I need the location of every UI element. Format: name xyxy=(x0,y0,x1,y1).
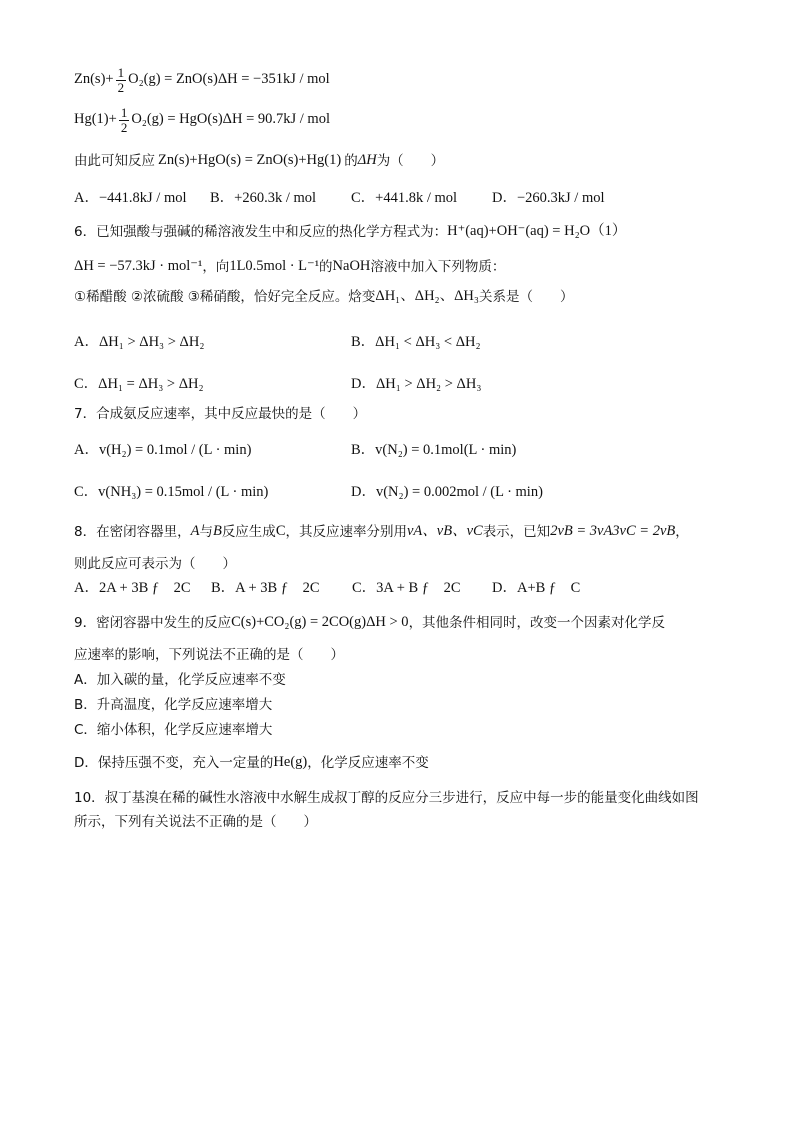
equation-hg xyxy=(74,106,330,134)
q8-option-a: A．2A + 3B ƒ 2C xyxy=(74,580,191,597)
q6-line3 xyxy=(74,288,573,305)
q6-text2a: ，向 xyxy=(202,258,230,275)
q9-optd-a: D．保持压强不变，充入一定量的 xyxy=(74,754,274,771)
eq1-frac-den: 2 xyxy=(117,79,125,95)
q8-t5: 表示，已知 xyxy=(482,523,551,540)
q8-rates: vA、vB、vC xyxy=(406,523,483,539)
eq2-fraction xyxy=(119,106,130,134)
q9-option-c: C．缩小体积，化学反应速率增大 xyxy=(74,722,273,738)
q8-line2: 则此反应可表示为（ ） xyxy=(74,556,236,572)
q9-option-b: B．升高温度，化学反应速率增大 xyxy=(74,697,273,713)
q8-t3: 反应生成 xyxy=(221,523,276,540)
q6-text3: ①稀醋酸 ②浓硫酸 ③稀硝酸，恰好完全反应。焓变 xyxy=(74,288,376,305)
eq2-frac-num: 1 xyxy=(120,105,128,120)
q9-option-a: A．加入碳的量，化学反应速率不变 xyxy=(74,672,286,688)
q9-reaction: C(s)+CO₂(g) = 2CO(g)ΔH > 0 xyxy=(231,614,409,630)
q5-option-a: A．−441.8kJ / mol xyxy=(74,190,187,207)
q6-line2 xyxy=(74,258,505,275)
q8-c: C xyxy=(275,523,286,539)
q9-optd-b: ，化学反应速率不变 xyxy=(307,754,429,771)
q5-dh: ΔH xyxy=(357,152,377,168)
q8-t6: ， xyxy=(675,523,689,540)
q6-option-c: C．ΔH₁ = ΔH₃ > ΔH₂ xyxy=(74,376,204,392)
q6-naoh: NaOH xyxy=(332,258,371,274)
q8-b: B xyxy=(212,523,222,539)
q8-options xyxy=(0,580,794,598)
q6-text2c: 溶液中加入下列物质： xyxy=(370,258,506,275)
q6-suffix: 关系是（ ） xyxy=(478,288,574,305)
q8-option-c: C．3A + B ƒ 2C xyxy=(352,580,461,597)
q8-option-d: D．A+B ƒ C xyxy=(492,580,581,597)
q10-line2: 所示，下列有关说法不正确的是（ ） xyxy=(74,814,317,830)
q5-suffix: 为（ ） xyxy=(376,152,445,169)
q6-option-b: B．ΔH₁ < ΔH₃ < ΔH₂ xyxy=(351,334,481,350)
q7-option-c: C．v(NH₃) = 0.15mol / (L · min) xyxy=(74,484,269,500)
eq1-fraction xyxy=(116,66,127,94)
eq2-lhs: Hg(1)+ xyxy=(74,111,117,128)
q5-mid: 的 xyxy=(344,152,358,169)
eq2-frac-den: 2 xyxy=(120,119,128,135)
q7-option-b: B．v(N₂) = 0.1mol(L · min) xyxy=(351,442,517,458)
q6-enthalpies: ΔH₁、ΔH₂、ΔH₃ xyxy=(375,288,479,304)
q8-t1: 8．在密闭容器里， xyxy=(74,523,191,540)
q8-t2: 与 xyxy=(199,523,213,540)
q9-line2: 应速率的影响，下列说法不正确的是（ ） xyxy=(74,647,344,663)
q5-option-d: D．−260.3kJ / mol xyxy=(492,190,605,207)
eq1-lhs: Zn(s)+ xyxy=(74,71,114,88)
q9-line1 xyxy=(74,614,665,631)
q6-text2b: 的 xyxy=(319,258,333,275)
q8-option-b: B．A + 3B ƒ 2C xyxy=(211,580,320,597)
q9-t2: ，其他条件相同时，改变一个因素对化学反 xyxy=(408,614,666,631)
q7-option-a: A．v(H₂) = 0.1mol / (L · min) xyxy=(74,442,252,458)
equation-zn xyxy=(74,66,330,94)
q6-option-d: D．ΔH₁ > ΔH₂ > ΔH₃ xyxy=(351,376,482,392)
q5-prefix: 由此可知反应 xyxy=(74,152,155,169)
q6-text1: 6．已知强酸与强碱的稀溶液发生中和反应的热化学方程式为： xyxy=(74,223,448,240)
q9-option-d xyxy=(74,754,429,771)
eq1-rhs: O₂(g) = ZnO(s)ΔH = −351kJ / mol xyxy=(128,71,330,88)
q9-t1: 9．密闭容器中发生的反应 xyxy=(74,614,232,631)
q5-reaction: Zn(s)+HgO(s) = ZnO(s)+Hg(1) xyxy=(158,152,342,168)
q7-stem: 7．合成氨反应速率，其中反应最快的是（ ） xyxy=(74,406,367,422)
q8-a: A xyxy=(190,523,200,539)
q5-option-b: B．+260.3k / mol xyxy=(210,190,317,207)
q6-dh-value: ΔH = −57.3kJ · mol⁻¹ xyxy=(74,258,203,274)
q8-relation: 2vB = 3vA3vC = 2vB xyxy=(550,523,676,539)
q9-optd-he: He(g) xyxy=(273,754,308,770)
q6-line1 xyxy=(74,223,626,240)
eq1-frac-num: 1 xyxy=(117,65,125,80)
q5-options xyxy=(0,190,794,208)
q8-t4: ，其反应速率分别用 xyxy=(285,523,407,540)
eq2-rhs: O₂(g) = HgO(s)ΔH = 90.7kJ / mol xyxy=(131,111,330,128)
q6-equation: H⁺(aq)+OH⁻(aq) = H₂O（1） xyxy=(447,223,627,239)
q10-line1: 10．叔丁基溴在稀的碱性水溶液中水解生成叔丁醇的反应分三步进行，反应中每一步的能量变化曲线如图 xyxy=(74,790,699,806)
q6-concentration: 1L0.5mol · L⁻¹ xyxy=(229,258,320,274)
q6-option-a: A．ΔH₁ > ΔH₃ > ΔH₂ xyxy=(74,334,205,350)
q7-option-d: D．v(N₂) = 0.002mol / (L · min) xyxy=(351,484,543,500)
q8-line1 xyxy=(74,523,689,540)
q5-stem xyxy=(74,152,444,169)
q5-option-c: C．+441.8k / mol xyxy=(351,190,458,207)
